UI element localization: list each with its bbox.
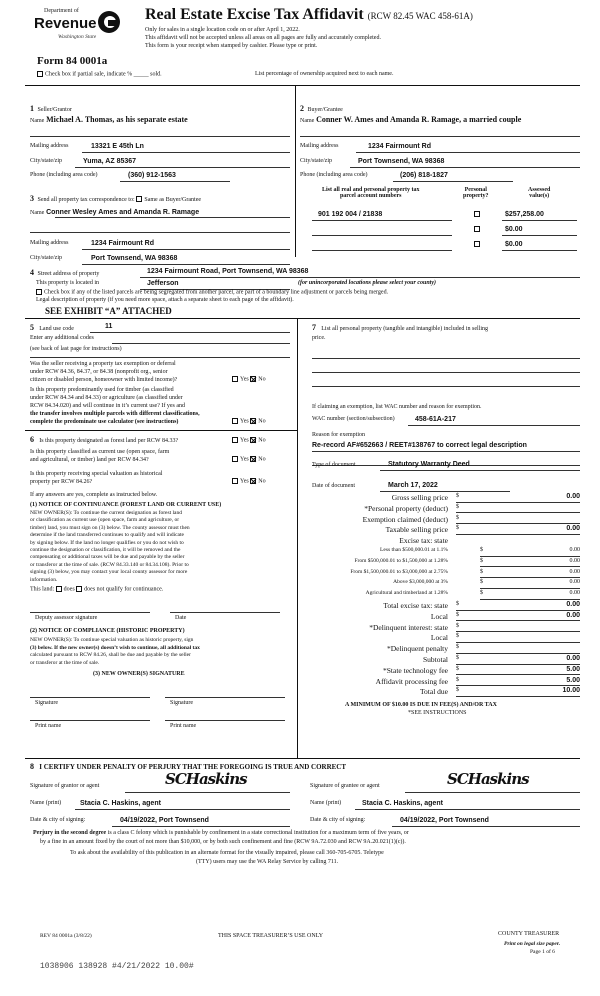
q6a-no-checkbox[interactable] <box>250 437 256 443</box>
seller-name-row: Name Michael A. Thomas, as his separate estate <box>30 115 188 124</box>
q6c-yes-checkbox[interactable] <box>232 478 238 484</box>
dollar-sign: $ <box>456 644 459 651</box>
dor-logo <box>30 6 122 50</box>
tax-row-label: Affidavit processing fee <box>375 676 448 686</box>
notice-continuance-text: NEW OWNER(S): To continue the current designation as forest land or classification as current use (open space, farm and agriculture, or timber) land, you must sign on (3) below. The county assessor must then determine if the land transferred continues to qualify and will indicate by signing below. If the land no longer qualifies or you do not wish to continue the designation or classification, it will be removed and the compensating or additional taxes will be due and payable by the seller or transferor at the time of sale. (RCW 84.33.140 or 84.34.108). Prior to signing (3) below, you may contact your local county assessor for more information. <box>30 510 190 583</box>
grantee-name: Stacia C. Haskins, agent <box>362 800 443 807</box>
q6b-answer: Yes No <box>232 456 266 462</box>
revision-label: REV 84 0001a (3/8/22) <box>40 933 92 939</box>
tax-row-value: 0.00 <box>566 525 580 533</box>
tax-row-value: 0.00 <box>566 493 580 500</box>
grantor-signature: SCHaskins <box>165 770 247 788</box>
owner-sig-label-1: Signature <box>35 700 58 706</box>
grantee-signature: SCHaskins <box>447 770 529 788</box>
see-instructions-note: *SEE INSTRUCTIONS <box>408 710 467 716</box>
historic-question: Is this property receiving special valuation as historical property per RCW 84.26? <box>30 471 163 485</box>
tax-row-value: 0.00 <box>566 655 580 662</box>
perjury-line-2: by a fine in an amount fixed by the court of not more than $10,000, or by both such confinement and fine (RCW 9A.72.030 and RCW 9A.20.021(1)(c)). <box>40 839 406 845</box>
tax-row-label: Agricultural and timberland at 1.28% <box>365 590 448 597</box>
tax-row-label: Gross selling price <box>391 493 448 502</box>
partial-sale-row: Check box if partial sale, indicate % _____ sold. <box>37 71 162 77</box>
parcel-account-1: 901 192 004 / 21838 <box>318 211 383 218</box>
perjury-line-1: Perjury in the second degree is a class C felony which is punishable by confinement in a state correctional institution for a maximum term of five years, or <box>33 830 409 836</box>
form-title: Real Estate Excise Tax Affidavit (RCW 82.45 WAC 458-61A) <box>145 6 473 23</box>
tax-row-label: *Delinquent interest: state <box>369 622 448 632</box>
notice-compliance-title: (2) NOTICE OF COMPLIANCE (HISTORIC PROPERTY) <box>30 628 185 634</box>
doc-type: Statutory Warranty Deed <box>388 461 470 468</box>
tax-row-value: 10.00 <box>562 687 580 695</box>
grantor-date-label: Date & city of signing: <box>30 817 86 823</box>
personal-checkbox-1[interactable] <box>474 210 482 218</box>
dollar-sign: $ <box>456 655 459 661</box>
buyer-mailing: 1234 Fairmount Rd <box>368 143 432 150</box>
tax-row-label: Less than $500,000.01 at 1.1% <box>380 547 448 553</box>
tax-row-label: *Personal property (deduct) <box>364 503 448 513</box>
correspondence-mailing: 1234 Fairmount Rd <box>91 240 155 247</box>
assessed-value-1: $257,258.00 <box>505 211 544 218</box>
header-note-3: This form is your receipt when stamped by cashier. Please type or print. <box>145 43 318 49</box>
dollar-sign: $ <box>456 676 459 683</box>
correspondence-name-row: Name Conner Wesley Ames and Amanda R. Ramage <box>30 209 200 216</box>
tax-row-label: From $500,000.01 to $1,500,000 at 1.28% <box>354 557 448 564</box>
tax-row-value: 0.00 <box>569 590 580 597</box>
form-number: Form 84 0001a <box>37 55 108 67</box>
tax-row-label: Above $3,000,000 at 3% <box>393 579 448 586</box>
tax-row-label: *State technology fee <box>383 665 448 675</box>
tax-row-label: From $1,500,000.01 to $3,000,000 at 2.75% <box>350 568 448 575</box>
dollar-sign: $ <box>456 601 459 607</box>
header-note-1: Only for sales in a single location code on or after April 1, 2022. <box>145 27 300 33</box>
notice-compliance-text: NEW OWNER(S): To continue special valuation as historic property, sign (3) below. If the new owner(s) doesn’t wish to continue, all additional tax calculated pursuant to RCW 84.26, shall be due and payable by the seller or transferor at the time of sale. <box>30 637 200 666</box>
tax-row-label: Total excise tax: state <box>383 601 448 610</box>
q6c-answer: Yes No <box>232 478 266 484</box>
owner-print-label-1: Print name <box>35 723 62 729</box>
personal-property-label2: price. <box>312 335 326 341</box>
tax-row-label: Local <box>430 611 448 621</box>
reason-label: Reason for exemption <box>312 432 365 438</box>
deputy-sig-label: Deputy assessor signature <box>35 615 98 621</box>
treasurer-space-label: THIS SPACE TREASURER’S USE ONLY <box>218 933 324 939</box>
new-owner-sig-title: (3) NEW OWNER(S) SIGNATURE <box>93 671 185 677</box>
parcel-col-header: List all real and personal property tax parcel account numbers <box>322 187 420 199</box>
county-treasurer-label: COUNTY TREASURER <box>498 931 560 937</box>
tax-row-value: 0.00 <box>566 611 580 619</box>
tax-row-label: *Delinquent penalty <box>386 644 448 654</box>
tax-row-label: Excise tax: state <box>399 536 448 546</box>
buyer-phone: (206) 818-1827 <box>400 172 448 179</box>
seller-city-label: City/state/zip <box>30 158 62 164</box>
tax-row-value: 5.00 <box>566 676 580 684</box>
header-note-2: This affidavit will not be accepted unless all areas on all pages are fully and accurately completed. <box>145 35 381 41</box>
dollar-sign: $ <box>456 525 459 532</box>
minimum-due-note: A MINIMUM OF $10.00 IS DUE IN FEE(S) AND/OR TAX <box>345 702 497 708</box>
q5b-answer: Yes No <box>232 418 266 424</box>
correspondence-city-label: City/state/zip <box>30 255 62 261</box>
page-number: Page 1 of 6 <box>530 949 555 955</box>
q5a-yes-checkbox[interactable] <box>232 376 238 382</box>
property-street: 1234 Fairmount Road, Port Townsend, WA 98368 <box>147 268 309 275</box>
q6a-answer: Yes No <box>232 437 266 443</box>
q6b-yes-checkbox[interactable] <box>232 456 238 462</box>
tax-row-value: 0.00 <box>569 579 580 586</box>
logo-sub-text: Washington State <box>58 34 97 40</box>
doc-type-label: Type of document <box>312 462 356 468</box>
personal-property-label: 7 List all personal property (tangible and intangible) included in selling <box>312 323 489 332</box>
ownership-note: List percentage of ownership acquired next to each name. <box>255 71 394 77</box>
dollar-sign: $ <box>480 547 483 553</box>
grantee-sig-label: Signature of grantee or agent <box>310 783 380 789</box>
buyer-city-label: City/state/zip <box>300 158 332 164</box>
alt-format-line-2: (TTY) users may use the WA Relay Service by calling 711. <box>196 859 339 865</box>
legal-note: Legal description of property (if you need more space, attach a separate sheet to each page of the affidavit). <box>36 297 294 303</box>
wac-number: 458-61A-217 <box>415 416 456 423</box>
if-yes-note: If any answers are yes, complete as instructed below. <box>30 492 158 498</box>
grantee-date-label: Date & city of signing: <box>310 817 366 823</box>
grantee-date: 04/19/2022, Port Townsend <box>400 817 489 824</box>
segregated-row: Check box if any of the listed parcels are being segregated from another parcel, are part of a boundary line adjustment or parcels being merged. <box>36 289 388 295</box>
personal-checkbox-3[interactable] <box>474 240 482 248</box>
seller-city: Yuma, AZ 85367 <box>83 158 137 165</box>
located-note: (for unincorporated locations please select your county) <box>298 280 436 286</box>
logo-swirl-icon <box>98 11 120 33</box>
q6c-no-checkbox[interactable] <box>250 478 256 484</box>
q5a-answer: Yes No <box>232 376 266 382</box>
q6b-no-checkbox[interactable] <box>250 456 256 462</box>
correspondence-city: Port Townsend, WA 98368 <box>91 255 178 262</box>
doc-date-label: Date of document <box>312 483 355 489</box>
tax-row-value: 0.00 <box>569 557 580 564</box>
dollar-sign: $ <box>456 611 459 618</box>
assessed-col-header: Assessed value(s) <box>528 187 551 199</box>
logo-top-text: Department of <box>44 8 79 14</box>
tax-row-value: 5.00 <box>566 665 580 673</box>
tax-row-label: Exemption claimed (deduct) <box>362 514 448 524</box>
segregated-checkbox[interactable] <box>36 289 42 295</box>
additional-codes-label: Enter any additional codes <box>30 335 94 341</box>
partial-sale-checkbox[interactable] <box>37 71 43 77</box>
exhibit-text: SEE EXHIBIT “A” ATTACHED <box>45 306 172 316</box>
tax-row-label: Subtotal <box>422 655 448 664</box>
dollar-sign: $ <box>480 568 483 575</box>
tax-row-label: Local <box>430 633 448 643</box>
exemption-label: If claiming an exemption, list WAC number and reason for exemption. <box>312 404 482 410</box>
legal-paper-note: Print on legal size paper. <box>504 941 561 947</box>
tax-row-value: 0.00 <box>569 568 580 575</box>
dollar-sign: $ <box>456 687 459 694</box>
dollar-sign: $ <box>456 633 459 640</box>
timber-question: Is this property predominantly used for timber (as classified under RCW 84.34 and 84.33) or agriculture (as classified under RCW 84.34.020) and will continue in it’s current use? If yes and the transfer involves multiple parcels with different classifications, complete the predominate use calculator (see instructions) <box>30 387 200 425</box>
land-use-row: 5 Land use code <box>30 323 74 332</box>
assessed-value-3: $0.00 <box>505 241 523 248</box>
this-land-row: This land: does does not qualify for continuance. <box>30 586 164 593</box>
logo-main-text: Revenue <box>34 15 97 32</box>
does-checkbox[interactable] <box>56 586 62 592</box>
owner-sig-label-2: Signature <box>170 700 193 706</box>
q5b-yes-checkbox[interactable] <box>232 418 238 424</box>
current-use-question: Is this property classified as current use (open space, farm and agricultural, or timber) land per RCW 84.34? <box>30 449 170 463</box>
correspondence-heading: 3 Send all property tax correspondence to: Same as Buyer/Grantee <box>30 194 202 203</box>
dollar-sign: $ <box>480 590 483 597</box>
cashier-stamp: 1038906 138928 #4/21/2022 10.00# <box>40 962 194 971</box>
grantor-date: 04/19/2022, Port Townsend <box>120 817 209 824</box>
tax-row-value: 0.00 <box>569 547 580 553</box>
located-label: This property is located in <box>36 280 99 286</box>
dollar-sign: $ <box>456 514 459 521</box>
forest-question: 6 Is this property designated as forest land per RCW 84.33? <box>30 435 179 444</box>
buyer-heading: 2 Buyer/Grantee <box>300 104 343 113</box>
q6a-yes-checkbox[interactable] <box>232 437 238 443</box>
assessed-value-2: $0.00 <box>505 226 523 233</box>
personal-checkbox-2[interactable] <box>474 225 482 233</box>
tax-row-label: Taxable selling price <box>385 525 448 535</box>
does-not-checkbox[interactable] <box>76 586 82 592</box>
seller-phone-label: Phone (including area code) <box>30 172 98 178</box>
grantor-sig-label: Signature of grantor or agent <box>30 783 100 789</box>
seller-heading: 1 Seller/Grantor <box>30 104 72 113</box>
grantor-name-label: Name (print) <box>30 800 62 806</box>
land-use-code: 11 <box>105 323 113 330</box>
dollar-sign: $ <box>456 493 459 499</box>
notice-continuance-title: (1) NOTICE OF CONTINUANCE (FOREST LAND OR CURRENT USE) <box>30 502 222 508</box>
grantee-name-label: Name (print) <box>310 800 342 806</box>
wac-label: WAC number (section/subsection) <box>312 416 395 422</box>
q5a-no-checkbox[interactable] <box>250 376 256 382</box>
tax-row-label: Total due <box>419 687 448 697</box>
located-county: Jefferson <box>147 280 179 287</box>
seller-mailing: 13321 E 45th Ln <box>91 143 144 150</box>
buyer-mailing-label: Mailing address <box>300 143 339 149</box>
exemption-reason: Re-record AF#652663 / REET#138767 to correct legal description <box>312 442 527 449</box>
dollar-sign: $ <box>480 557 483 564</box>
owner-print-label-2: Print name <box>170 723 197 729</box>
dollar-sign: $ <box>480 579 483 586</box>
tax-row-value: 0.00 <box>566 601 580 608</box>
deputy-date-label: Date <box>175 615 187 621</box>
dollar-sign: $ <box>456 503 459 510</box>
buyer-name-row: Name Conner W. Ames and Amanda R. Ramage, a married couple <box>300 115 522 124</box>
same-as-buyer-checkbox[interactable] <box>136 196 142 202</box>
alt-format-line-1: To ask about the availability of this publication in an alternate format for the visually impaired, please call 360-705-6705. Teletype <box>70 850 384 856</box>
dollar-sign: $ <box>456 665 459 672</box>
seller-phone: (360) 912-1563 <box>128 172 176 179</box>
seller-exemption-question: Was the seller receiving a property tax exemption or deferral under RCW 84.36, 84.37, or 84.38 (nonprofit org., senior citizen or disabled person, homeowner with limited income)? <box>30 361 178 383</box>
see-back-note: (see back of last page for instructions) <box>30 346 122 352</box>
dollar-sign: $ <box>456 622 459 629</box>
personal-col-header: Personal property? <box>463 187 489 199</box>
grantor-name: Stacia C. Haskins, agent <box>80 800 161 807</box>
doc-date: March 17, 2022 <box>388 482 438 489</box>
certify-row: 8 I CERTIFY UNDER PENALTY OF PERJURY THAT THE FOREGOING IS TRUE AND CORRECT <box>30 762 347 771</box>
seller-mailing-label: Mailing address <box>30 143 69 149</box>
buyer-phone-label: Phone (including area code) <box>300 172 368 178</box>
property-street-row: 4 Street address of property <box>30 268 100 277</box>
q5b-no-checkbox[interactable] <box>250 418 256 424</box>
buyer-city: Port Townsend, WA 98368 <box>358 158 445 165</box>
correspondence-mailing-label: Mailing address <box>30 240 69 246</box>
